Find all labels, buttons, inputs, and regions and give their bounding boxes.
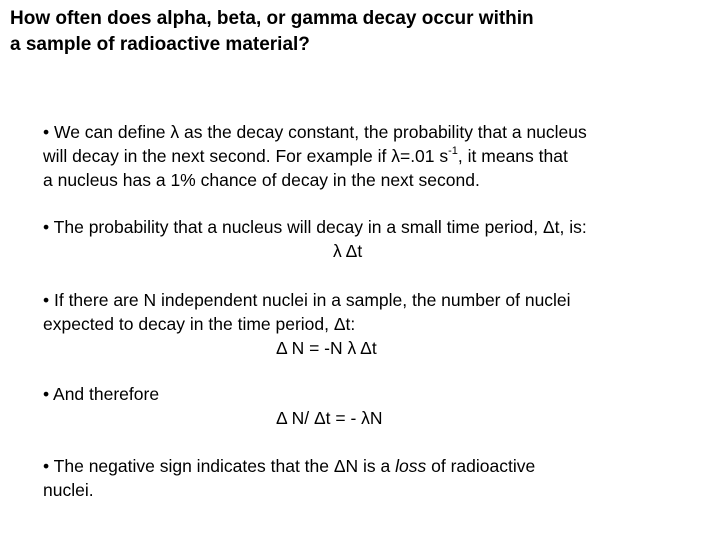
exponent: -1 xyxy=(448,145,458,158)
equation-rate: Δ N/ Δt = - λN xyxy=(276,408,383,428)
title-line-1: How often does alpha, beta, or gamma decay occur within xyxy=(10,8,534,29)
equation-delta-n: Δ N = -N λ Δt xyxy=(276,338,377,358)
bullet-2-line-1: • The probability that a nucleus will decay in a small time period, Δt, is: xyxy=(43,217,587,237)
bullet-therefore xyxy=(43,382,703,430)
bullet-1-line-2 xyxy=(43,144,703,168)
bullet-5-tail: of radioactive xyxy=(426,456,536,476)
loss-emphasis: loss xyxy=(395,456,427,476)
bullet-1-line-3: a nucleus has a 1% chance of decay in the next second. xyxy=(43,170,480,190)
bullet-1-line-1: • We can define λ as the decay constant, the probability that a nucleus xyxy=(43,122,587,142)
bullet-5-line-2: nuclei. xyxy=(43,480,94,500)
bullet-negative-sign xyxy=(43,454,703,502)
bullet-probability xyxy=(43,215,703,263)
slide-title xyxy=(10,6,710,58)
bullet-1-line-2-text: will decay in the next second. For example if λ=.01 s xyxy=(43,146,449,166)
bullet-5-line-1 xyxy=(43,454,703,478)
bullet-1-line-2-tail: , it means that xyxy=(457,146,568,166)
bullet-4-line-1: • And therefore xyxy=(43,384,160,404)
bullet-decay-constant xyxy=(43,120,703,192)
bullet-5-text: • The negative sign indicates that the ΔN is a xyxy=(43,456,396,476)
equation-lambda-dt: λ Δt xyxy=(333,241,363,261)
bullet-3-line-2: expected to decay in the time period, Δt: xyxy=(43,314,356,334)
title-line-2: a sample of radioactive material? xyxy=(10,34,310,55)
bullet-3-line-1: • If there are N independent nuclei in a sample, the number of nuclei xyxy=(43,290,571,310)
bullet-n-nuclei xyxy=(43,288,703,360)
